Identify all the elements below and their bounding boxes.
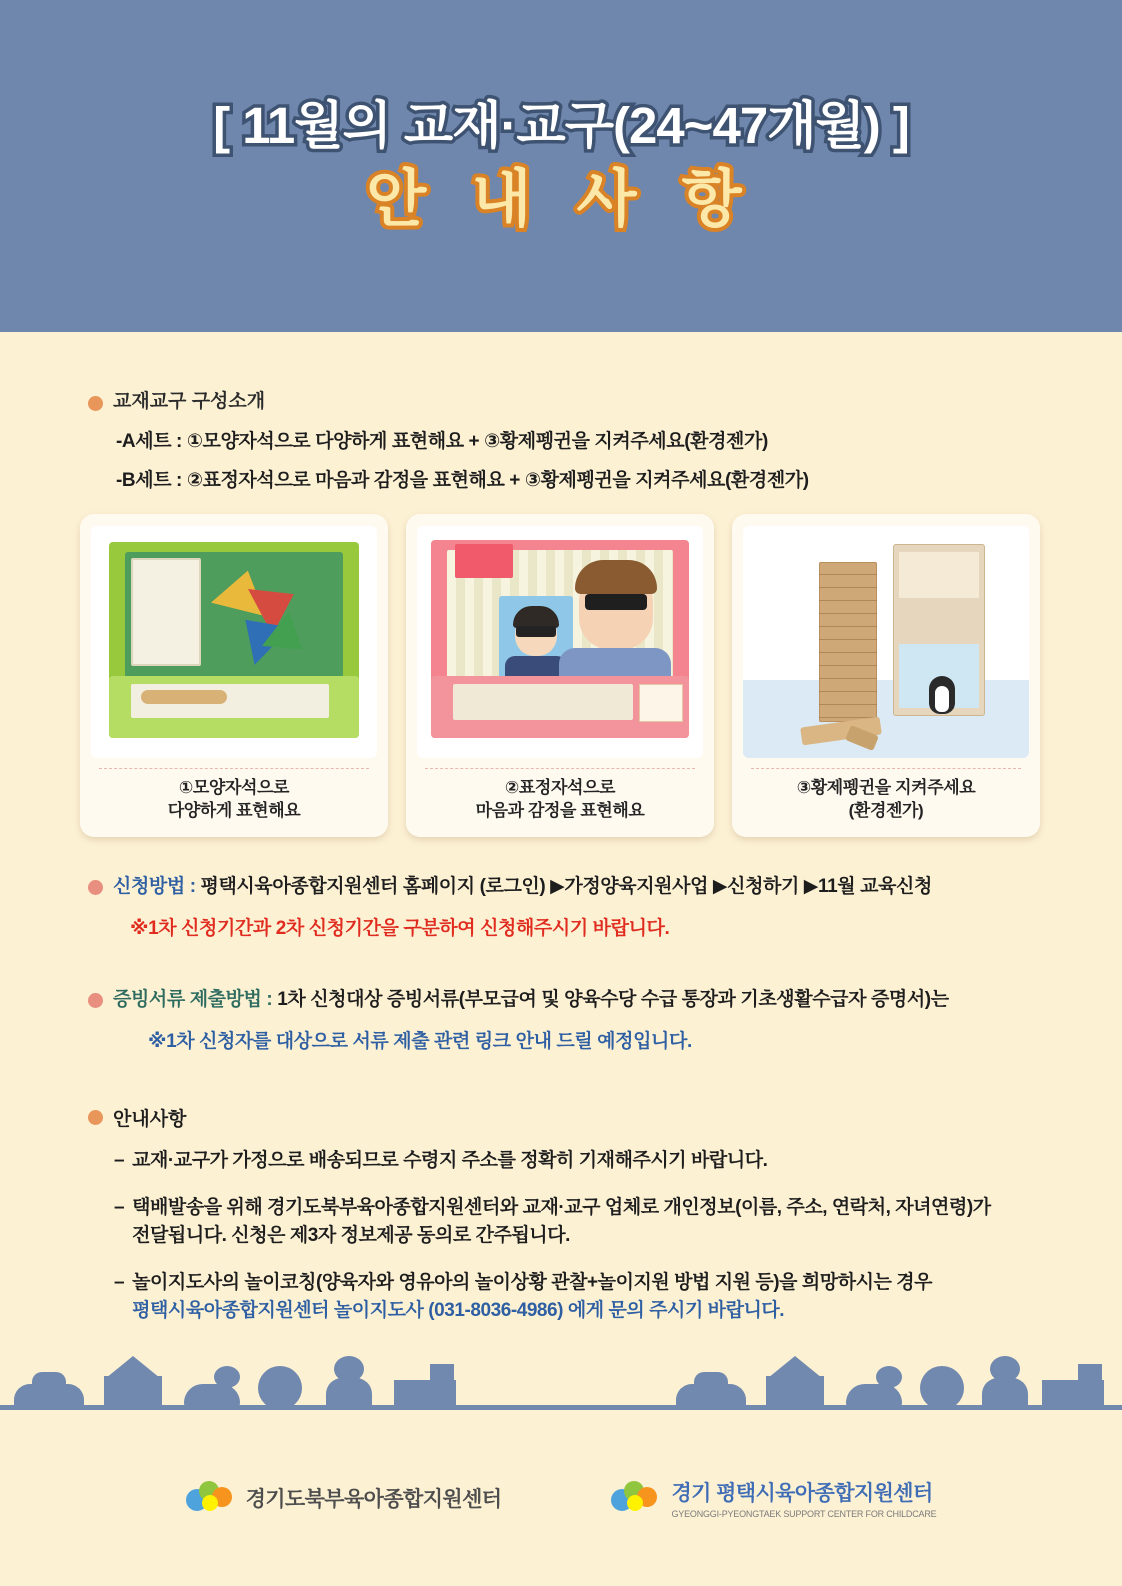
ball-icon (920, 1366, 964, 1410)
documents-note: ※1차 신청자를 대상으로 서류 제출 관련 링크 안내 드릴 예정입니다. (148, 1030, 692, 1052)
product-caption-line2: 다양하게 표현해요 (167, 800, 301, 820)
bullet-dot-icon (88, 396, 103, 411)
apply-note: ※1차 신청기간과 2차 신청기간을 구분하여 신청해주시기 바랍니다. (130, 917, 670, 939)
product-photo-penguin-jenga (743, 526, 1029, 758)
composition-title: 교재교구 구성소개 (113, 391, 266, 412)
product-caption (476, 777, 645, 823)
bullet-dot-icon (88, 880, 103, 895)
product-photo-face-magnets (417, 526, 703, 758)
card-divider (425, 768, 695, 769)
product-caption-line1: ②표정자석으로 (504, 778, 616, 797)
notice-dash: – (114, 1150, 125, 1171)
poster-content (0, 332, 1122, 1586)
ball-icon (258, 1366, 302, 1410)
product-caption-line1: ①모양자석으로 (178, 778, 290, 797)
apply-path: 평택시육아종합지원센터 홈페이지 (로그인) ▶가정양육지원사업 ▶신청하기 ▶11월 교육신청 (200, 876, 932, 897)
product-caption-line2: (환경젠가) (848, 800, 924, 820)
product-card-list (80, 514, 1042, 837)
logo-subtext-pyeongtaek: GYEONGGI-PYEONGTAEK SUPPORT CENTER FOR CHILDCARE (671, 1509, 937, 1519)
notice-item-line1: 놀이지도사의 놀이코칭(양육자와 영유아의 놀이상황 관찰+놀이지원 방법 지원 등)을 희망하시는 경우 (132, 1271, 933, 1293)
composition-set-b: -B세트 : ②표정자석으로 마음과 감정을 표현해요 + ③황제펭귄을 지켜주세요(환경젠가) (116, 470, 809, 492)
product-caption-line1: ③황제펭귄을 지켜주세요 (796, 778, 976, 797)
header-title-line2: 안 내 사 항 (366, 164, 756, 234)
section-notice (88, 1104, 1088, 1344)
product-card (80, 514, 388, 837)
card-divider (751, 768, 1021, 769)
notice-dash: – (114, 1196, 125, 1218)
section-documents (88, 987, 1078, 1053)
notice-item-line1: 교재·교구가 가정으로 배송되므로 수령지 주소를 정확히 기재해주시기 바랍니다. (132, 1150, 768, 1171)
product-caption-line2: 마음과 감정을 표현해요 (475, 800, 645, 820)
logo-text-pyeongtaek: 경기 평택시육아종합지원센터 (671, 1482, 933, 1505)
notice-list (114, 1147, 1088, 1326)
logo-pyeongtaek (611, 1477, 936, 1519)
notice-item (114, 1147, 1088, 1176)
logo-gyeonggi-north (186, 1481, 502, 1515)
bullet-dot-icon (88, 1110, 103, 1125)
logo-text-north: 경기도북부육아종합지원센터 (245, 1488, 502, 1511)
section-apply (88, 874, 1068, 940)
notice-item-line1: 택배발송을 위해 경기도북부육아종합지원센터와 교재·교구 업체로 개인정보(이름, 주소, 연락처, 자녀연령)가 (132, 1196, 991, 1218)
product-caption (797, 777, 976, 823)
product-card (732, 514, 1040, 837)
logo-mark-icon (611, 1481, 661, 1515)
product-photo-shape-magnets (91, 526, 377, 758)
apply-label: 신청방법 : (113, 876, 201, 897)
header-title-line1: [ 11월의 교재·교구(24~47개월) ] (213, 97, 909, 155)
notice-title: 안내사항 (113, 1109, 187, 1130)
notice-item-line2: 평택시육아종합지원센터 놀이지도사 (031-8036-4986) 에게 문의 주시기 바랍니다. (132, 1300, 785, 1321)
notice-item (114, 1269, 1088, 1326)
composition-heading-row (88, 390, 1048, 415)
bullet-dot-icon (88, 993, 103, 1008)
section-composition (88, 390, 1048, 494)
notice-item (114, 1194, 1088, 1251)
poster-footer (0, 1410, 1122, 1586)
composition-set-a: -A세트 : ①모양자석으로 다양하게 표현해요 + ③황제펭귄을 지켜주세요(환경젠가) (116, 430, 768, 452)
notice-heading-row (88, 1104, 1088, 1131)
silhouette-band (0, 1354, 1122, 1410)
product-caption (168, 777, 301, 823)
logo-mark-icon (186, 1481, 236, 1515)
documents-body: 1차 신청대상 증빙서류(부모급여 및 양육수당 수급 통장과 기초생활수급자 증명서)는 (277, 989, 949, 1010)
documents-heading-row (88, 987, 1078, 1014)
product-card (406, 514, 714, 837)
apply-heading-row (88, 874, 1068, 901)
notice-dash: – (114, 1271, 125, 1293)
documents-label: 증빙서류 제출방법 : (113, 989, 278, 1010)
notice-item-line2: 전달됩니다. 신청은 제3자 정보제공 동의로 간주됩니다. (132, 1225, 570, 1246)
poster-header (0, 0, 1122, 332)
card-divider (99, 768, 369, 769)
